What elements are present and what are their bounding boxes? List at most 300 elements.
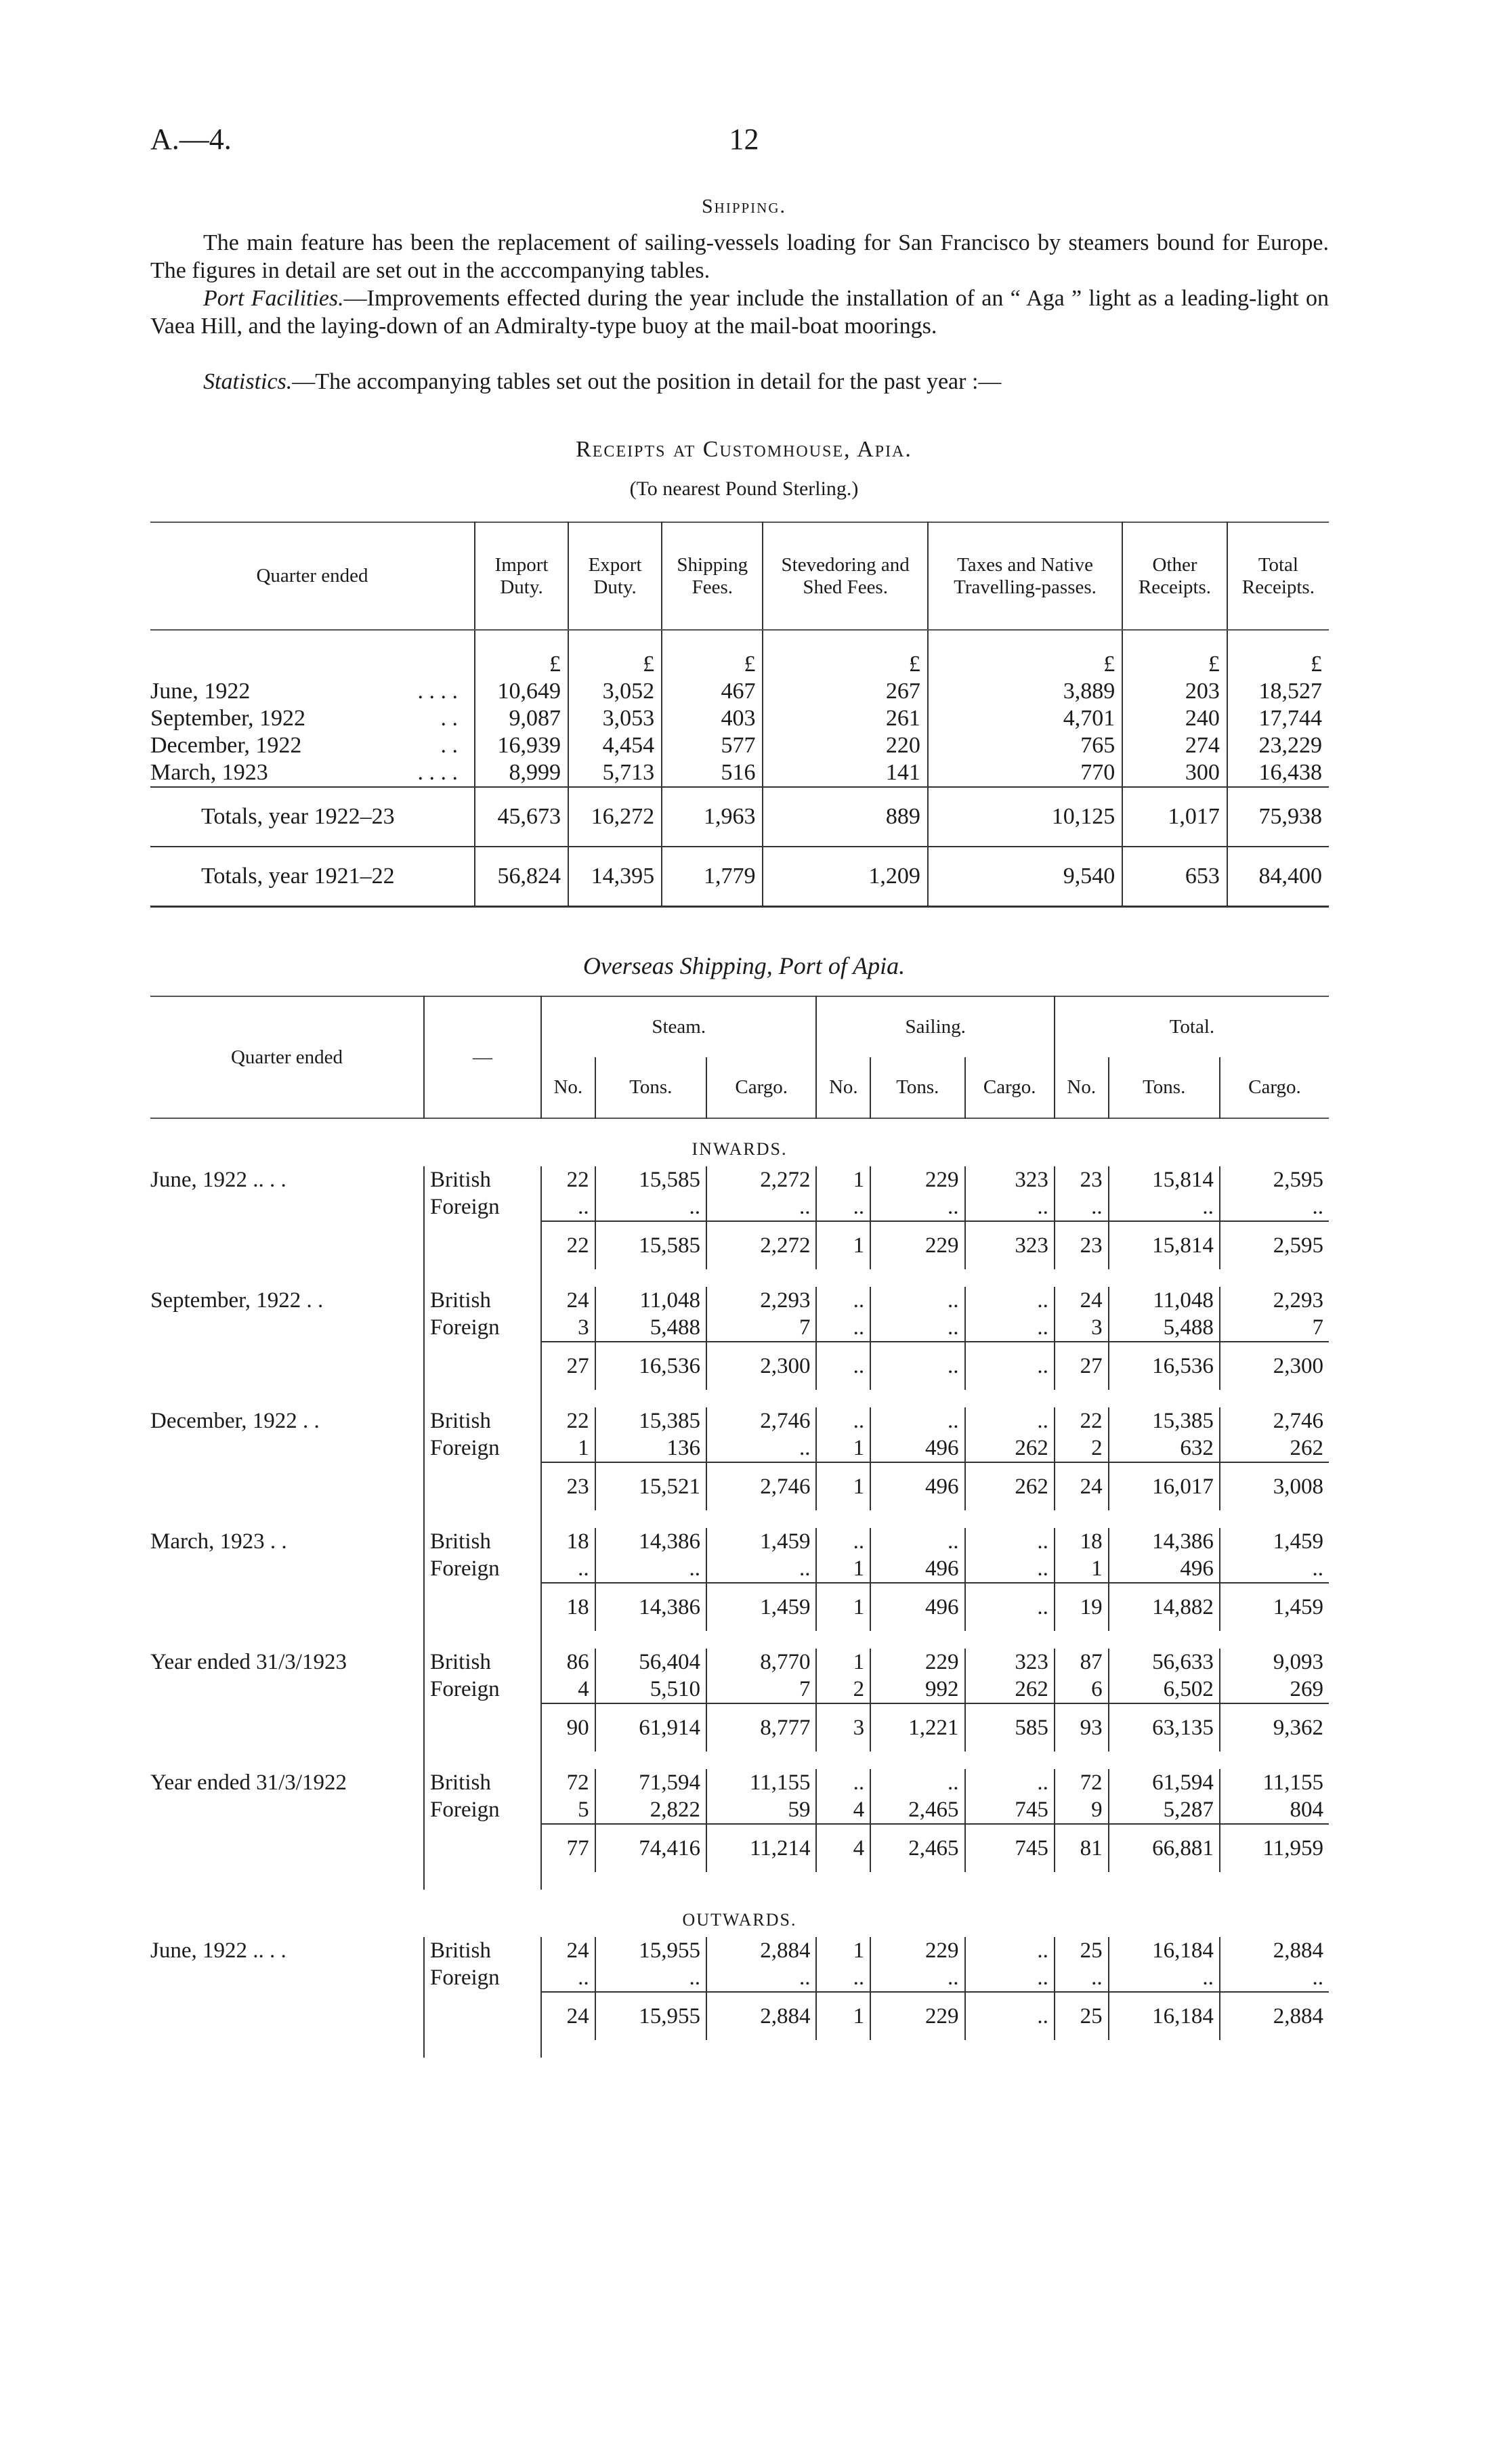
- table-row: [150, 1555, 1329, 1583]
- table-cell: ..: [965, 1407, 1055, 1435]
- table-cell: 516: [662, 759, 763, 787]
- table-cell: 3: [1055, 1314, 1109, 1342]
- column-header: Cargo.: [1220, 1057, 1329, 1118]
- table-cell: 24: [541, 1937, 595, 1964]
- table-cell: 17,744: [1227, 705, 1329, 732]
- table-row: [150, 678, 1329, 705]
- table-cell: 23: [1055, 1221, 1109, 1269]
- page-number: 12: [729, 123, 759, 156]
- table-cell: 2,595: [1220, 1221, 1329, 1269]
- table-cell: 220: [763, 732, 927, 759]
- paragraph-text: —Improvements effected during the year include the installation of an “ Aga ” light as a leading-light on Vaea Hill, and the laying-down of an Admiralty-type buoy at the mail-boat moorings.: [150, 286, 1329, 339]
- table-cell: 1,779: [662, 847, 763, 907]
- column-header: Tons.: [1109, 1057, 1220, 1118]
- table-cell: 23: [541, 1462, 595, 1510]
- quarter-label: [150, 1435, 424, 1462]
- paragraph-main-feature: [150, 229, 1329, 284]
- table-cell: 770: [928, 759, 1122, 787]
- table-cell: ..: [595, 1555, 706, 1583]
- table-cell: ..: [706, 1435, 817, 1462]
- receipts-table: [150, 522, 1329, 908]
- table-cell: 2,293: [1220, 1287, 1329, 1314]
- table-cell: 765: [928, 732, 1122, 759]
- table-cell: 71,594: [595, 1769, 706, 1796]
- quarter-label: June, 1922 .. . .: [150, 1938, 286, 1963]
- quarter-label: [150, 1583, 424, 1631]
- table-cell: 4,454: [568, 732, 662, 759]
- table-cell: ..: [965, 1555, 1055, 1583]
- quarter-label: [150, 1314, 424, 1342]
- group-header: Sailing.: [816, 996, 1054, 1057]
- table-cell: 269: [1220, 1676, 1329, 1703]
- subtotal-row: [150, 1462, 1329, 1510]
- table-cell: 3: [816, 1703, 870, 1751]
- table-cell: 16,184: [1109, 1937, 1220, 1964]
- table-cell: ..: [1109, 1964, 1220, 1992]
- paragraph-label: Statistics.: [203, 369, 293, 394]
- table-cell: 1,209: [763, 847, 927, 907]
- column-header: —: [424, 996, 541, 1118]
- column-header: Taxes and Native Travelling-passes.: [928, 522, 1122, 630]
- table-cell: 2,465: [870, 1824, 964, 1872]
- table-cell: ..: [1220, 1964, 1329, 1992]
- flag-label: Foreign: [424, 1555, 541, 1583]
- quarter-label: Year ended 31/3/1922: [150, 1770, 347, 1795]
- quarter-label: [150, 1964, 424, 1992]
- table-cell: 16,272: [568, 787, 662, 847]
- unit-label: £: [475, 630, 568, 678]
- table-cell: 61,914: [595, 1703, 706, 1751]
- flag-label: [424, 1583, 541, 1631]
- table-cell: ..: [816, 1314, 870, 1342]
- spacer-cell: [541, 1872, 1329, 1890]
- leader-dots: . .: [440, 706, 458, 731]
- flag-label: [424, 1824, 541, 1872]
- table-cell: 1,459: [706, 1528, 817, 1555]
- quarter-label: [150, 1462, 424, 1510]
- group-header: Total.: [1055, 996, 1329, 1057]
- table-cell: 1: [541, 1435, 595, 1462]
- row-label: Totals, year 1921–22: [150, 847, 475, 907]
- table-cell: 14,882: [1109, 1583, 1220, 1631]
- table-cell: 11,155: [706, 1769, 817, 1796]
- table-cell: ..: [816, 1342, 870, 1390]
- table-cell: 18: [541, 1583, 595, 1631]
- table-cell: 1: [1055, 1555, 1109, 1583]
- table-cell: 229: [870, 1166, 964, 1193]
- table-cell: 90: [541, 1703, 595, 1751]
- quarter-label: [150, 1796, 424, 1824]
- table-cell: 496: [870, 1555, 964, 1583]
- table-cell: ..: [965, 1964, 1055, 1992]
- table-cell: 66,881: [1109, 1824, 1220, 1872]
- table-cell: 19: [1055, 1583, 1109, 1631]
- row-label: September, 1922: [150, 706, 306, 731]
- spacer-cell: [424, 2040, 541, 2058]
- table-cell: 8,770: [706, 1649, 817, 1676]
- table-cell: 2: [816, 1676, 870, 1703]
- subtotal-row: [150, 1342, 1329, 1390]
- flag-label: [424, 1703, 541, 1751]
- table-cell: 61,594: [1109, 1769, 1220, 1796]
- subtotal-row: [150, 1824, 1329, 1872]
- column-header: No.: [1055, 1057, 1109, 1118]
- table-cell: 745: [965, 1824, 1055, 1872]
- table-cell: 261: [763, 705, 927, 732]
- flag-label: [424, 1462, 541, 1510]
- quarter-label: [150, 1676, 424, 1703]
- table-cell: 2,822: [595, 1796, 706, 1824]
- table-cell: 2,746: [706, 1407, 817, 1435]
- table-cell: 18: [541, 1528, 595, 1555]
- table-cell: 745: [965, 1796, 1055, 1824]
- column-header: Total Receipts.: [1227, 522, 1329, 630]
- flag-label: British: [424, 1769, 541, 1796]
- table-cell: 3,052: [568, 678, 662, 705]
- table-cell: 8,777: [706, 1703, 817, 1751]
- spacer-cell: [424, 1390, 541, 1407]
- paragraph-text: —The accompanying tables set out the position in detail for the past year :—: [292, 369, 1002, 394]
- table-cell: 2,465: [870, 1796, 964, 1824]
- receipts-header-row: [150, 522, 1329, 630]
- direction-row: [150, 1890, 1329, 1937]
- spacer-cell: [150, 1751, 424, 1769]
- table-cell: 3,008: [1220, 1462, 1329, 1510]
- table-cell: 10,649: [475, 678, 568, 705]
- receipts-subtitle: (To nearest Pound Sterling.): [629, 477, 859, 500]
- table-cell: 262: [965, 1676, 1055, 1703]
- table-cell: 18: [1055, 1528, 1109, 1555]
- table-cell: 23: [1055, 1166, 1109, 1193]
- paragraph-text: The main feature has been the replacement of sailing-vessels loading for San Francisco by steamers bound for Europe. The figures in detail are set out in the acccompanying tables.: [150, 230, 1329, 283]
- table-row: [150, 1193, 1329, 1221]
- table-cell: ..: [706, 1555, 817, 1583]
- spacer-cell: [150, 1390, 424, 1407]
- table-cell: 16,536: [595, 1342, 706, 1390]
- table-cell: 403: [662, 705, 763, 732]
- unit-label: £: [763, 630, 927, 678]
- spacer-cell: [150, 2040, 424, 2058]
- table-cell: 2,300: [1220, 1342, 1329, 1390]
- table-cell: 467: [662, 678, 763, 705]
- table-cell: 16,438: [1227, 759, 1329, 787]
- subtotal-row: [150, 1221, 1329, 1269]
- table-cell: 229: [870, 1992, 964, 2040]
- row-label: Totals, year 1922–23: [150, 787, 475, 847]
- spacer-row: [150, 1751, 1329, 1769]
- flag-label: Foreign: [424, 1796, 541, 1824]
- table-cell: 804: [1220, 1796, 1329, 1824]
- table-cell: 59: [706, 1796, 817, 1824]
- table-cell: ..: [965, 1342, 1055, 1390]
- table-cell: ..: [706, 1964, 817, 1992]
- table-cell: 6: [1055, 1676, 1109, 1703]
- table-cell: 27: [1055, 1342, 1109, 1390]
- table-cell: ..: [816, 1528, 870, 1555]
- table-cell: 63,135: [1109, 1703, 1220, 1751]
- table-cell: 2,595: [1220, 1166, 1329, 1193]
- table-cell: 24: [1055, 1287, 1109, 1314]
- table-cell: 2: [1055, 1435, 1109, 1462]
- table-cell: 1,963: [662, 787, 763, 847]
- table-cell: ..: [706, 1193, 817, 1221]
- paragraph-label: Port Facilities.: [203, 286, 344, 311]
- table-row: [150, 1796, 1329, 1824]
- column-header: Quarter ended: [150, 522, 475, 630]
- table-cell: 889: [763, 787, 927, 847]
- table-row: [150, 1407, 1329, 1435]
- table-cell: 11,048: [1109, 1287, 1220, 1314]
- quarter-label: [150, 1221, 424, 1269]
- table-cell: ..: [1109, 1193, 1220, 1221]
- table-cell: 632: [1109, 1435, 1220, 1462]
- table-cell: 11,214: [706, 1824, 817, 1872]
- table-cell: ..: [870, 1342, 964, 1390]
- table-cell: 22: [541, 1221, 595, 1269]
- table-cell: 1: [816, 1649, 870, 1676]
- quarter-label: September, 1922 . .: [150, 1288, 324, 1313]
- table-cell: 5: [541, 1796, 595, 1824]
- table-cell: 2,884: [1220, 1937, 1329, 1964]
- table-cell: 1,221: [870, 1703, 964, 1751]
- flag-label: British: [424, 1166, 541, 1193]
- column-header: Other Receipts.: [1122, 522, 1227, 630]
- table-row: [150, 1528, 1329, 1555]
- row-label: June, 1922: [150, 679, 251, 704]
- table-cell: 56,404: [595, 1649, 706, 1676]
- table-cell: ..: [870, 1528, 964, 1555]
- table-row: [150, 1676, 1329, 1703]
- unit-label: £: [1227, 630, 1329, 678]
- spacer-row: [150, 1872, 1329, 1890]
- table-cell: ..: [816, 1964, 870, 1992]
- table-cell: 24: [541, 1287, 595, 1314]
- paragraph-port-facilities: [150, 284, 1329, 340]
- overseas-shipping-table: [150, 996, 1329, 2058]
- table-cell: 300: [1122, 759, 1227, 787]
- column-header: No.: [541, 1057, 595, 1118]
- table-row: [150, 1435, 1329, 1462]
- table-cell: 9,087: [475, 705, 568, 732]
- table-cell: 4: [816, 1824, 870, 1872]
- table-cell: 3,053: [568, 705, 662, 732]
- table-cell: 5,510: [595, 1676, 706, 1703]
- shipping-group-header: [150, 996, 1329, 1057]
- spacer-cell: [541, 1510, 1329, 1528]
- table-cell: 1: [816, 1583, 870, 1631]
- flag-label: Foreign: [424, 1435, 541, 1462]
- table-cell: 11,155: [1220, 1769, 1329, 1796]
- table-cell: ..: [965, 1992, 1055, 2040]
- table-cell: 1,459: [1220, 1528, 1329, 1555]
- table-cell: ..: [541, 1193, 595, 1221]
- table-cell: 1: [816, 1435, 870, 1462]
- table-cell: 7: [706, 1676, 817, 1703]
- table-cell: 2,746: [706, 1462, 817, 1510]
- flag-label: [424, 1342, 541, 1390]
- table-cell: ..: [965, 1528, 1055, 1555]
- column-header: Cargo.: [965, 1057, 1055, 1118]
- spacer-cell: [424, 1510, 541, 1528]
- table-cell: 1: [816, 1221, 870, 1269]
- table-cell: ..: [965, 1314, 1055, 1342]
- table-row: [150, 705, 1329, 732]
- table-cell: 15,385: [1109, 1407, 1220, 1435]
- column-header: Import Duty.: [475, 522, 568, 630]
- paragraph-statistics: [150, 368, 1329, 396]
- unit-label: £: [568, 630, 662, 678]
- table-cell: 5,287: [1109, 1796, 1220, 1824]
- table-cell: 15,585: [595, 1221, 706, 1269]
- spacer-cell: [424, 1269, 541, 1287]
- table-cell: 992: [870, 1676, 964, 1703]
- table-cell: 229: [870, 1649, 964, 1676]
- table-cell: 3: [541, 1314, 595, 1342]
- table-cell: ..: [816, 1769, 870, 1796]
- table-cell: 86: [541, 1649, 595, 1676]
- quarter-label: Year ended 31/3/1923: [150, 1649, 347, 1674]
- table-cell: 9,362: [1220, 1703, 1329, 1751]
- table-cell: ..: [965, 1583, 1055, 1631]
- spacer-cell: [150, 1872, 424, 1890]
- table-cell: ..: [870, 1407, 964, 1435]
- table-cell: ..: [870, 1287, 964, 1314]
- spacer-cell: [541, 1631, 1329, 1649]
- table-cell: 16,536: [1109, 1342, 1220, 1390]
- table-cell: 75,938: [1227, 787, 1329, 847]
- table-cell: ..: [965, 1769, 1055, 1796]
- table-cell: ..: [870, 1964, 964, 1992]
- table-cell: 74,416: [595, 1824, 706, 1872]
- leader-dots: . . . .: [417, 760, 458, 785]
- table-cell: 15,385: [595, 1407, 706, 1435]
- table-cell: 653: [1122, 847, 1227, 907]
- unit-label: £: [1122, 630, 1227, 678]
- table-cell: 4: [541, 1676, 595, 1703]
- subtotal-row: [150, 1583, 1329, 1631]
- table-cell: 45,673: [475, 787, 568, 847]
- table-cell: 23,229: [1227, 732, 1329, 759]
- spacer-row: [150, 1631, 1329, 1649]
- table-cell: 203: [1122, 678, 1227, 705]
- table-cell: 262: [965, 1435, 1055, 1462]
- totals-row: [150, 787, 1329, 847]
- table-row: [150, 1166, 1329, 1193]
- group-header: Steam.: [541, 996, 816, 1057]
- column-header: Cargo.: [706, 1057, 817, 1118]
- table-cell: 22: [1055, 1407, 1109, 1435]
- table-cell: 5,488: [1109, 1314, 1220, 1342]
- table-cell: 24: [1055, 1462, 1109, 1510]
- flag-label: Foreign: [424, 1193, 541, 1221]
- table-cell: 4,701: [928, 705, 1122, 732]
- column-header: Shipping Fees.: [662, 522, 763, 630]
- table-cell: ..: [965, 1193, 1055, 1221]
- table-cell: 3,889: [928, 678, 1122, 705]
- table-cell: 1: [816, 1462, 870, 1510]
- spacer-cell: [150, 1510, 424, 1528]
- flag-label: British: [424, 1649, 541, 1676]
- table-cell: 6,502: [1109, 1676, 1220, 1703]
- flag-label: [424, 1992, 541, 2040]
- table-cell: 141: [763, 759, 927, 787]
- quarter-label: June, 1922 .. . .: [150, 1167, 286, 1192]
- table-cell: 25: [1055, 1992, 1109, 2040]
- direction-row: [150, 1118, 1329, 1166]
- table-cell: 56,633: [1109, 1649, 1220, 1676]
- table-cell: ..: [1055, 1193, 1109, 1221]
- table-cell: 15,955: [595, 1937, 706, 1964]
- shipping-title: Overseas Shipping, Port of Apia.: [582, 952, 906, 979]
- table-cell: ..: [595, 1193, 706, 1221]
- table-cell: 15,585: [595, 1166, 706, 1193]
- spacer-row: [150, 1269, 1329, 1287]
- flag-label: British: [424, 1528, 541, 1555]
- flag-label: Foreign: [424, 1964, 541, 1992]
- table-cell: 84,400: [1227, 847, 1329, 907]
- table-cell: 1: [816, 1937, 870, 1964]
- table-cell: 16,017: [1109, 1462, 1220, 1510]
- table-cell: 27: [541, 1342, 595, 1390]
- table-cell: 262: [965, 1462, 1055, 1510]
- table-cell: 24: [541, 1992, 595, 2040]
- table-cell: 72: [1055, 1769, 1109, 1796]
- table-cell: 9,093: [1220, 1649, 1329, 1676]
- quarter-label: [150, 1703, 424, 1751]
- quarter-label: [150, 1342, 424, 1390]
- table-cell: 136: [595, 1435, 706, 1462]
- table-cell: 16,184: [1109, 1992, 1220, 2040]
- receipts-title: Receipts at Customhouse, Apia.: [576, 437, 912, 462]
- table-cell: ..: [1220, 1193, 1329, 1221]
- spacer-cell: [150, 1631, 424, 1649]
- table-cell: 1,017: [1122, 787, 1227, 847]
- column-header: Export Duty.: [568, 522, 662, 630]
- row-label: December, 1922: [150, 733, 302, 758]
- table-row: [150, 759, 1329, 787]
- table-cell: 323: [965, 1166, 1055, 1193]
- table-cell: 240: [1122, 705, 1227, 732]
- table-cell: 2,884: [706, 1937, 817, 1964]
- table-cell: 15,955: [595, 1992, 706, 2040]
- page-header: [0, 115, 1488, 169]
- table-row: [150, 1287, 1329, 1314]
- quarter-label: [150, 1824, 424, 1872]
- table-cell: 22: [541, 1166, 595, 1193]
- spacer-cell: [150, 1269, 424, 1287]
- table-cell: 229: [870, 1937, 964, 1964]
- unit-label: £: [928, 630, 1122, 678]
- table-cell: 2,884: [1220, 1992, 1329, 2040]
- quarter-label: December, 1922 . .: [150, 1408, 320, 1433]
- table-cell: ..: [816, 1287, 870, 1314]
- quarter-label: [150, 1193, 424, 1221]
- table-cell: 14,386: [595, 1583, 706, 1631]
- table-cell: 81: [1055, 1824, 1109, 1872]
- table-cell: 72: [541, 1769, 595, 1796]
- table-cell: 22: [541, 1407, 595, 1435]
- table-cell: ..: [965, 1287, 1055, 1314]
- section-title: Shipping.: [701, 195, 787, 217]
- shipping-body: [150, 1118, 1329, 2058]
- table-cell: 2,293: [706, 1287, 817, 1314]
- quarter-label: [150, 1992, 424, 2040]
- table-cell: ..: [541, 1555, 595, 1583]
- table-cell: 11,959: [1220, 1824, 1329, 1872]
- table-cell: 9: [1055, 1796, 1109, 1824]
- flag-label: Foreign: [424, 1314, 541, 1342]
- table-cell: 2,300: [706, 1342, 817, 1390]
